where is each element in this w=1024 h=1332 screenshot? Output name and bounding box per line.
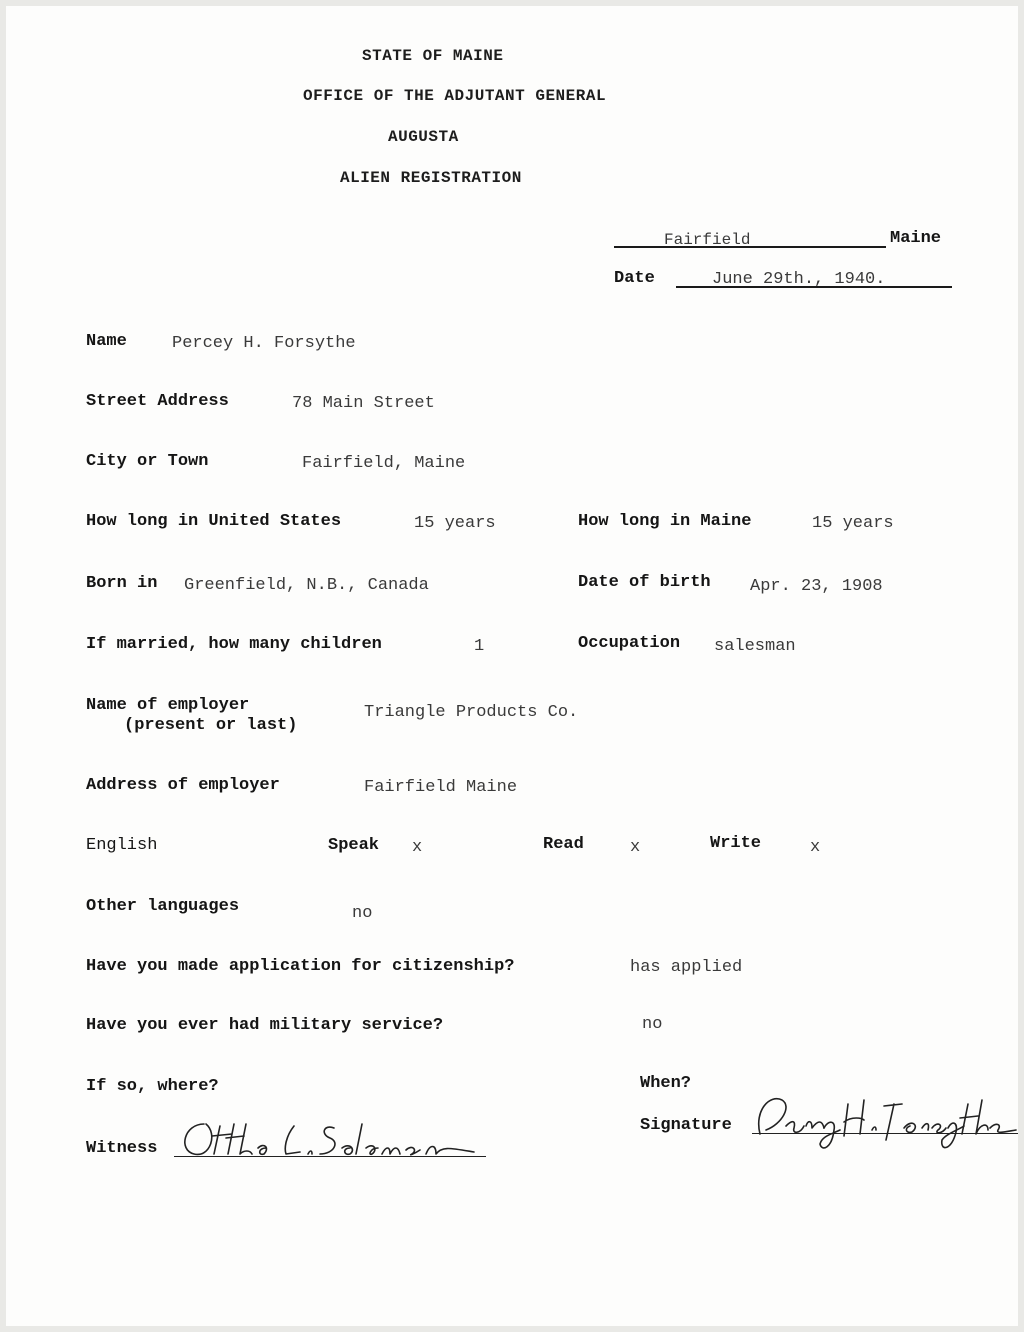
signature-label: Signature <box>640 1116 732 1135</box>
employer-address-label: Address of employer <box>86 776 280 795</box>
dob-label: Date of birth <box>578 573 711 592</box>
witness-signature <box>174 1114 486 1170</box>
read-label: Read <box>543 835 584 854</box>
english-label: English <box>86 836 158 855</box>
children-value: 1 <box>474 637 485 656</box>
speak-mark: x <box>412 838 423 857</box>
where-label: If so, where? <box>86 1077 219 1096</box>
when-label: When? <box>640 1074 692 1093</box>
applicant-signature <box>752 1090 1018 1160</box>
city-label: City or Town <box>86 452 209 471</box>
military-label: Have you ever had military service? <box>86 1016 444 1035</box>
employer-label: Name of employer <box>86 696 250 715</box>
name-label: Name <box>86 332 127 351</box>
header-title: ALIEN REGISTRATION <box>340 169 522 187</box>
name-value: Percey H. Forsythe <box>172 334 356 353</box>
occupation-value: salesman <box>714 637 796 656</box>
military-value: no <box>642 1015 663 1034</box>
write-mark: x <box>810 838 821 857</box>
maine-years-value: 15 years <box>812 514 894 533</box>
street-value: 78 Main Street <box>292 394 435 413</box>
town-value: Fairfield <box>664 231 751 249</box>
citizenship-label: Have you made application for citizenship? <box>86 957 515 976</box>
dob-value: Apr. 23, 1908 <box>750 577 883 596</box>
us-years-value: 15 years <box>414 514 496 533</box>
occupation-label: Occupation <box>578 634 681 653</box>
other-languages-value: no <box>352 904 373 923</box>
write-label: Write <box>710 834 762 853</box>
read-mark: x <box>630 838 641 857</box>
born-value: Greenfield, N.B., Canada <box>184 576 429 595</box>
city-value: Fairfield, Maine <box>302 454 466 473</box>
employer-address-value: Fairfield Maine <box>364 778 518 797</box>
us-years-label: How long in United States <box>86 512 342 531</box>
employer-value: Triangle Products Co. <box>364 703 579 722</box>
header-city: AUGUSTA <box>388 128 459 146</box>
witness-label: Witness <box>86 1139 158 1158</box>
citizenship-value: has applied <box>630 958 743 977</box>
children-label: If married, how many children <box>86 635 382 654</box>
born-label: Born in <box>86 574 158 593</box>
header-office: OFFICE OF THE ADJUTANT GENERAL <box>303 87 607 105</box>
speak-label: Speak <box>328 836 380 855</box>
other-languages-label: Other languages <box>86 897 240 916</box>
date-label: Date <box>614 269 655 288</box>
street-label: Street Address <box>86 392 229 411</box>
maine-years-label: How long in Maine <box>578 512 752 531</box>
employer-sublabel: (present or last) <box>124 716 298 735</box>
date-value: June 29th., 1940. <box>712 270 886 289</box>
header-state: STATE OF MAINE <box>362 47 504 65</box>
state-label: Maine <box>890 229 942 248</box>
